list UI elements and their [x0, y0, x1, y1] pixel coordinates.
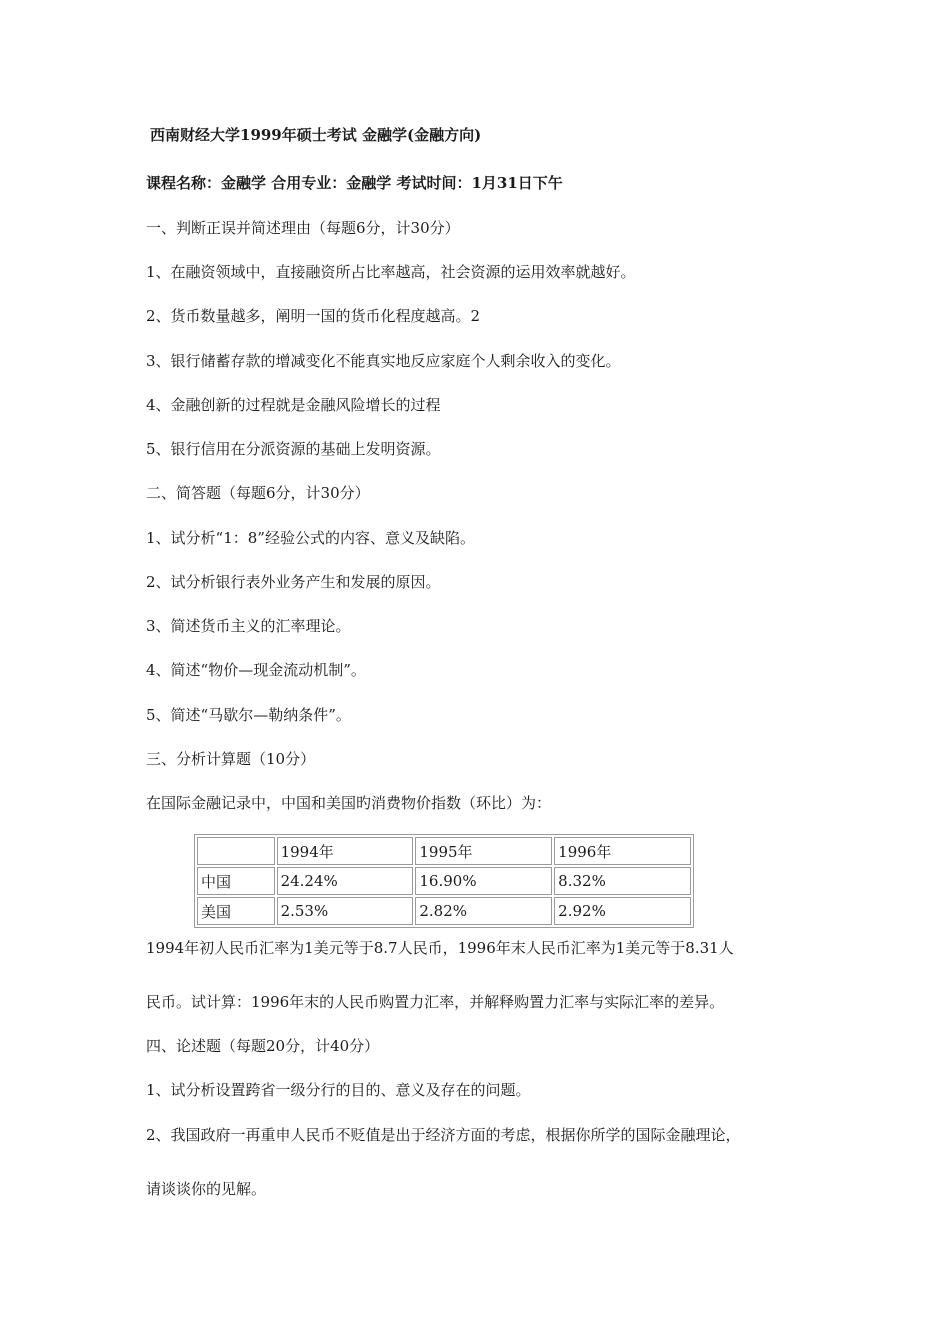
table-cell [197, 837, 275, 865]
question-2-4: 4、简述“物价—现金流动机制”。 [146, 661, 366, 679]
table-header-row [197, 837, 691, 865]
section-heading-3: 三、分析计算题（10分） [146, 750, 316, 768]
table-row [197, 867, 691, 895]
question-2-3: 3、简述货币主义的汇率理论。 [146, 617, 351, 635]
question-2-2: 2、试分析银行表外业务产生和发展的原因。 [146, 573, 441, 591]
cpi-intro: 在国际金融记录中，中国和美国旳消费物价指数（环比）为： [146, 794, 552, 812]
question-2-5: 5、简述“马歇尔—勒纳条件”。 [146, 706, 351, 724]
question-4-1: 1、试分析设置跨省一级分行的目的、意义及存在的问题。 [146, 1081, 531, 1099]
question-1-5: 5、银行信用在分派资源的基础上发明资源。 [146, 440, 441, 458]
table-cell: 8.32% [554, 867, 691, 895]
cpi-table [194, 834, 694, 928]
question-4-2: 2、我国政府一再重申人民币不贬值是出于经济方面的考虑，根据你所学的国际金融理论， [146, 1126, 741, 1144]
table-cell: 1995年 [415, 837, 552, 865]
table-cell: 1994年 [277, 837, 414, 865]
question-1-1: 1、在融资领域中，直接融资所占比率越高，社会资源的运用效率就越好。 [146, 263, 636, 281]
document-title: 西南财经大学1999年硕士考试 金融学(金融方向) [150, 126, 482, 144]
exchange-rate-text-2: 民币。试计算：1996年末的人民币购置力汇率，并解释购置力汇率与实际汇率的差异。 [146, 993, 725, 1011]
section-heading-4: 四、论述题（每题20分，计40分） [146, 1037, 380, 1055]
table-cell: 24.24% [277, 867, 414, 895]
table-cell: 2.92% [554, 897, 691, 925]
question-1-2: 2、货币数量越多，阐明一国的货币化程度越高。2 [146, 307, 481, 325]
course-info: 课程名称：金融学 合用专业：金融学 考试时间：1月31日下午 [146, 174, 563, 192]
question-2-1: 1、试分析“1：8”经验公式的内容、意义及缺陷。 [146, 529, 475, 547]
section-heading-1: 一、判断正误并简述理由（每题6分，计30分） [146, 219, 460, 237]
table-cell: 2.82% [415, 897, 552, 925]
table-cell: 美国 [197, 897, 275, 925]
table-cell: 中国 [197, 867, 275, 895]
question-4-2-continued: 请谈谈你的见解。 [146, 1180, 267, 1198]
table-cell: 1996年 [554, 837, 691, 865]
section-heading-2: 二、简答题（每题6分，计30分） [146, 484, 370, 502]
table-cell: 16.90% [415, 867, 552, 895]
table-row [197, 897, 691, 925]
table-cell: 2.53% [277, 897, 414, 925]
question-1-4: 4、金融创新的过程就是金融风险增长的过程 [146, 396, 441, 414]
question-1-3: 3、银行储蓄存款的增减变化不能真实地反应家庭个人剩余收入的变化。 [146, 352, 621, 370]
exchange-rate-text-1: 1994年初人民币汇率为1美元等于8.7人民币，1996年末人民币汇率为1美元等于8.31人 [146, 939, 734, 957]
